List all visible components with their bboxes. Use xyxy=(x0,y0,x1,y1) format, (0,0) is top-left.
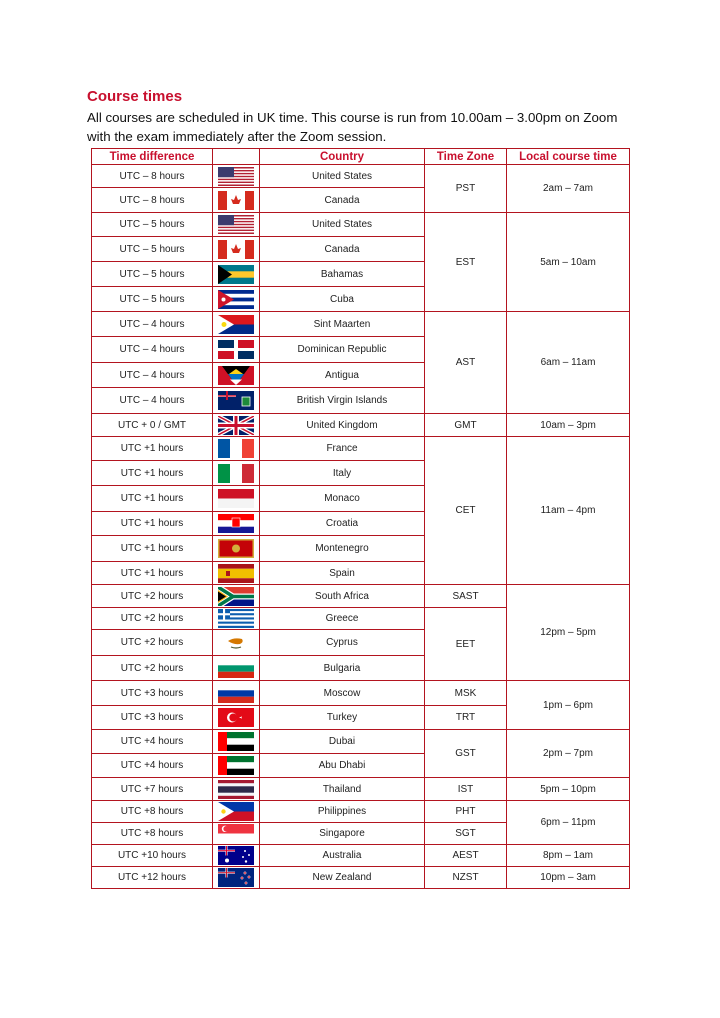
flag-cell xyxy=(213,388,260,414)
flag-cell xyxy=(213,630,260,656)
time-difference-cell: UTC + 0 / GMT xyxy=(92,414,213,437)
country-cell: United States xyxy=(260,165,425,188)
country-cell: British Virgin Islands xyxy=(260,388,425,414)
flag-cell xyxy=(213,486,260,512)
country-cell: Thailand xyxy=(260,778,425,801)
table-row xyxy=(92,437,630,461)
time-zone-cell: CET xyxy=(425,437,507,585)
country-cell: United Kingdom xyxy=(260,414,425,437)
flag-cell xyxy=(213,608,260,630)
flag-canada-icon xyxy=(218,240,254,259)
local-course-time-cell: 8pm – 1am xyxy=(507,845,630,867)
local-course-time-cell: 5am – 10am xyxy=(507,213,630,312)
time-difference-cell: UTC +10 hours xyxy=(92,845,213,867)
flag-cell xyxy=(213,165,260,188)
course-times-table xyxy=(91,148,630,889)
flag-cell xyxy=(213,363,260,388)
time-zone-cell: MSK xyxy=(425,681,507,706)
table-row xyxy=(92,681,630,706)
time-zone-cell: PHT xyxy=(425,801,507,823)
table-row xyxy=(92,778,630,801)
flag-cell xyxy=(213,337,260,363)
flag-cell xyxy=(213,681,260,706)
local-course-time-cell: 1pm – 6pm xyxy=(507,681,630,730)
flag-philippines-icon xyxy=(218,802,254,821)
time-difference-cell: UTC – 5 hours xyxy=(92,237,213,262)
local-course-time-cell: 5pm – 10pm xyxy=(507,778,630,801)
time-difference-cell: UTC – 5 hours xyxy=(92,262,213,287)
time-difference-cell: UTC +8 hours xyxy=(92,823,213,845)
time-difference-cell: UTC – 4 hours xyxy=(92,337,213,363)
time-difference-cell: UTC +2 hours xyxy=(92,630,213,656)
header-time-difference: Time difference xyxy=(92,149,213,165)
flag-cell xyxy=(213,867,260,889)
time-zone-cell: EST xyxy=(425,213,507,312)
time-difference-cell: UTC +4 hours xyxy=(92,730,213,754)
local-course-time-cell: 6pm – 11pm xyxy=(507,801,630,845)
flag-cell xyxy=(213,778,260,801)
flag-cell xyxy=(213,706,260,730)
flag-canada-icon xyxy=(218,191,254,210)
flag-cell xyxy=(213,461,260,486)
time-zone-cell: AEST xyxy=(425,845,507,867)
header-local-course-time: Local course time xyxy=(507,149,630,165)
flag-cell xyxy=(213,656,260,681)
table-header-row xyxy=(92,149,630,165)
country-cell: Dubai xyxy=(260,730,425,754)
flag-bahamas-icon xyxy=(218,265,254,284)
page-title: Course times xyxy=(87,88,183,105)
time-difference-cell: UTC +1 hours xyxy=(92,486,213,512)
local-course-time-cell: 11am – 4pm xyxy=(507,437,630,585)
country-cell: Bulgaria xyxy=(260,656,425,681)
time-difference-cell: UTC +12 hours xyxy=(92,867,213,889)
flag-cell xyxy=(213,801,260,823)
flag-south-africa-icon xyxy=(218,587,254,606)
country-cell: Turkey xyxy=(260,706,425,730)
country-cell: Greece xyxy=(260,608,425,630)
country-cell: Abu Dhabi xyxy=(260,754,425,778)
flag-cell xyxy=(213,730,260,754)
country-cell: United States xyxy=(260,213,425,237)
time-difference-cell: UTC – 5 hours xyxy=(92,287,213,312)
time-zone-cell: PST xyxy=(425,165,507,213)
flag-usa-icon xyxy=(218,215,254,234)
flag-bulgaria-icon xyxy=(218,659,254,678)
time-difference-cell: UTC +7 hours xyxy=(92,778,213,801)
time-difference-cell: UTC – 8 hours xyxy=(92,165,213,188)
flag-cell xyxy=(213,536,260,562)
time-zone-cell: SGT xyxy=(425,823,507,845)
table-row xyxy=(92,730,630,754)
local-course-time-cell: 6am – 11am xyxy=(507,312,630,414)
flag-cell xyxy=(213,213,260,237)
flag-cell xyxy=(213,823,260,845)
time-difference-cell: UTC – 4 hours xyxy=(92,312,213,337)
local-course-time-cell: 10am – 3pm xyxy=(507,414,630,437)
time-difference-cell: UTC +1 hours xyxy=(92,512,213,536)
flag-monaco-icon xyxy=(218,489,254,508)
country-cell: Cuba xyxy=(260,287,425,312)
local-course-time-cell: 2pm – 7pm xyxy=(507,730,630,778)
table-row xyxy=(92,414,630,437)
time-difference-cell: UTC – 4 hours xyxy=(92,363,213,388)
country-cell: Moscow xyxy=(260,681,425,706)
flag-cell xyxy=(213,754,260,778)
time-difference-cell: UTC – 8 hours xyxy=(92,188,213,213)
time-difference-cell: UTC +2 hours xyxy=(92,585,213,608)
table-body xyxy=(92,165,630,889)
time-difference-cell: UTC – 4 hours xyxy=(92,388,213,414)
time-difference-cell: UTC +2 hours xyxy=(92,656,213,681)
time-difference-cell: UTC +8 hours xyxy=(92,801,213,823)
time-difference-cell: UTC +1 hours xyxy=(92,536,213,562)
time-difference-cell: UTC +1 hours xyxy=(92,437,213,461)
table-row xyxy=(92,801,630,823)
flag-antigua-icon xyxy=(218,366,254,385)
country-cell: Dominican Republic xyxy=(260,337,425,363)
time-zone-cell: TRT xyxy=(425,706,507,730)
header-time-zone: Time Zone xyxy=(425,149,507,165)
flag-cell xyxy=(213,287,260,312)
flag-united-kingdom-icon xyxy=(218,416,254,435)
flag-cell xyxy=(213,262,260,287)
country-cell: Australia xyxy=(260,845,425,867)
header-flag xyxy=(213,149,260,165)
country-cell: South Africa xyxy=(260,585,425,608)
flag-cuba-icon xyxy=(218,290,254,309)
table-row xyxy=(92,213,630,237)
flag-usa-icon xyxy=(218,167,254,186)
flag-montenegro-icon xyxy=(218,539,254,558)
table-row xyxy=(92,867,630,889)
country-cell: Bahamas xyxy=(260,262,425,287)
flag-cell xyxy=(213,437,260,461)
flag-croatia-icon xyxy=(218,514,254,533)
country-cell: Montenegro xyxy=(260,536,425,562)
flag-dominican-republic-icon xyxy=(218,340,254,359)
flag-thailand-icon xyxy=(218,780,254,799)
country-cell: Italy xyxy=(260,461,425,486)
table-row xyxy=(92,845,630,867)
flag-cell xyxy=(213,585,260,608)
country-cell: Canada xyxy=(260,188,425,213)
flag-uae-icon xyxy=(218,756,254,775)
time-difference-cell: UTC +4 hours xyxy=(92,754,213,778)
flag-cell xyxy=(213,845,260,867)
intro-paragraph: All courses are scheduled in UK time. This course is run from 10.00am – 3.00pm on Zoom with the exam immediately after the Zoom session. xyxy=(87,110,618,144)
flag-uae-icon xyxy=(218,732,254,751)
time-zone-cell: GMT xyxy=(425,414,507,437)
country-cell: Canada xyxy=(260,237,425,262)
flag-new-zealand-icon xyxy=(218,868,254,887)
time-difference-cell: UTC +1 hours xyxy=(92,461,213,486)
time-difference-cell: UTC +1 hours xyxy=(92,562,213,585)
country-cell: Sint Maarten xyxy=(260,312,425,337)
time-zone-cell: IST xyxy=(425,778,507,801)
flag-cell xyxy=(213,562,260,585)
table-row xyxy=(92,165,630,188)
country-cell: Cyprus xyxy=(260,630,425,656)
country-cell: Spain xyxy=(260,562,425,585)
time-difference-cell: UTC – 5 hours xyxy=(92,213,213,237)
time-zone-cell: GST xyxy=(425,730,507,778)
flag-russia-icon xyxy=(218,684,254,703)
flag-greece-icon xyxy=(218,609,254,628)
flag-cell xyxy=(213,414,260,437)
local-course-time-cell: 12pm – 5pm xyxy=(507,585,630,681)
table-row xyxy=(92,312,630,337)
flag-british-virgin-islands-icon xyxy=(218,391,254,410)
flag-singapore-icon xyxy=(218,824,254,843)
time-difference-cell: UTC +3 hours xyxy=(92,706,213,730)
time-zone-cell: NZST xyxy=(425,867,507,889)
flag-france-icon xyxy=(218,439,254,458)
flag-cell xyxy=(213,188,260,213)
country-cell: Singapore xyxy=(260,823,425,845)
time-zone-cell: SAST xyxy=(425,585,507,608)
time-difference-cell: UTC +3 hours xyxy=(92,681,213,706)
header-country: Country xyxy=(260,149,425,165)
flag-australia-icon xyxy=(218,846,254,865)
country-cell: Croatia xyxy=(260,512,425,536)
time-zone-cell: EET xyxy=(425,608,507,681)
flag-cell xyxy=(213,512,260,536)
country-cell: Monaco xyxy=(260,486,425,512)
local-course-time-cell: 10pm – 3am xyxy=(507,867,630,889)
country-cell: Antigua xyxy=(260,363,425,388)
flag-turkey-icon xyxy=(218,708,254,727)
flag-cell xyxy=(213,312,260,337)
flag-spain-icon xyxy=(218,564,254,583)
country-cell: France xyxy=(260,437,425,461)
time-difference-cell: UTC +2 hours xyxy=(92,608,213,630)
flag-cell xyxy=(213,237,260,262)
time-zone-cell: AST xyxy=(425,312,507,414)
country-cell: Philippines xyxy=(260,801,425,823)
flag-sint-maarten-icon xyxy=(218,315,254,334)
local-course-time-cell: 2am – 7am xyxy=(507,165,630,213)
table-row xyxy=(92,585,630,608)
flag-cyprus-icon xyxy=(218,633,254,652)
flag-italy-icon xyxy=(218,464,254,483)
country-cell: New Zealand xyxy=(260,867,425,889)
